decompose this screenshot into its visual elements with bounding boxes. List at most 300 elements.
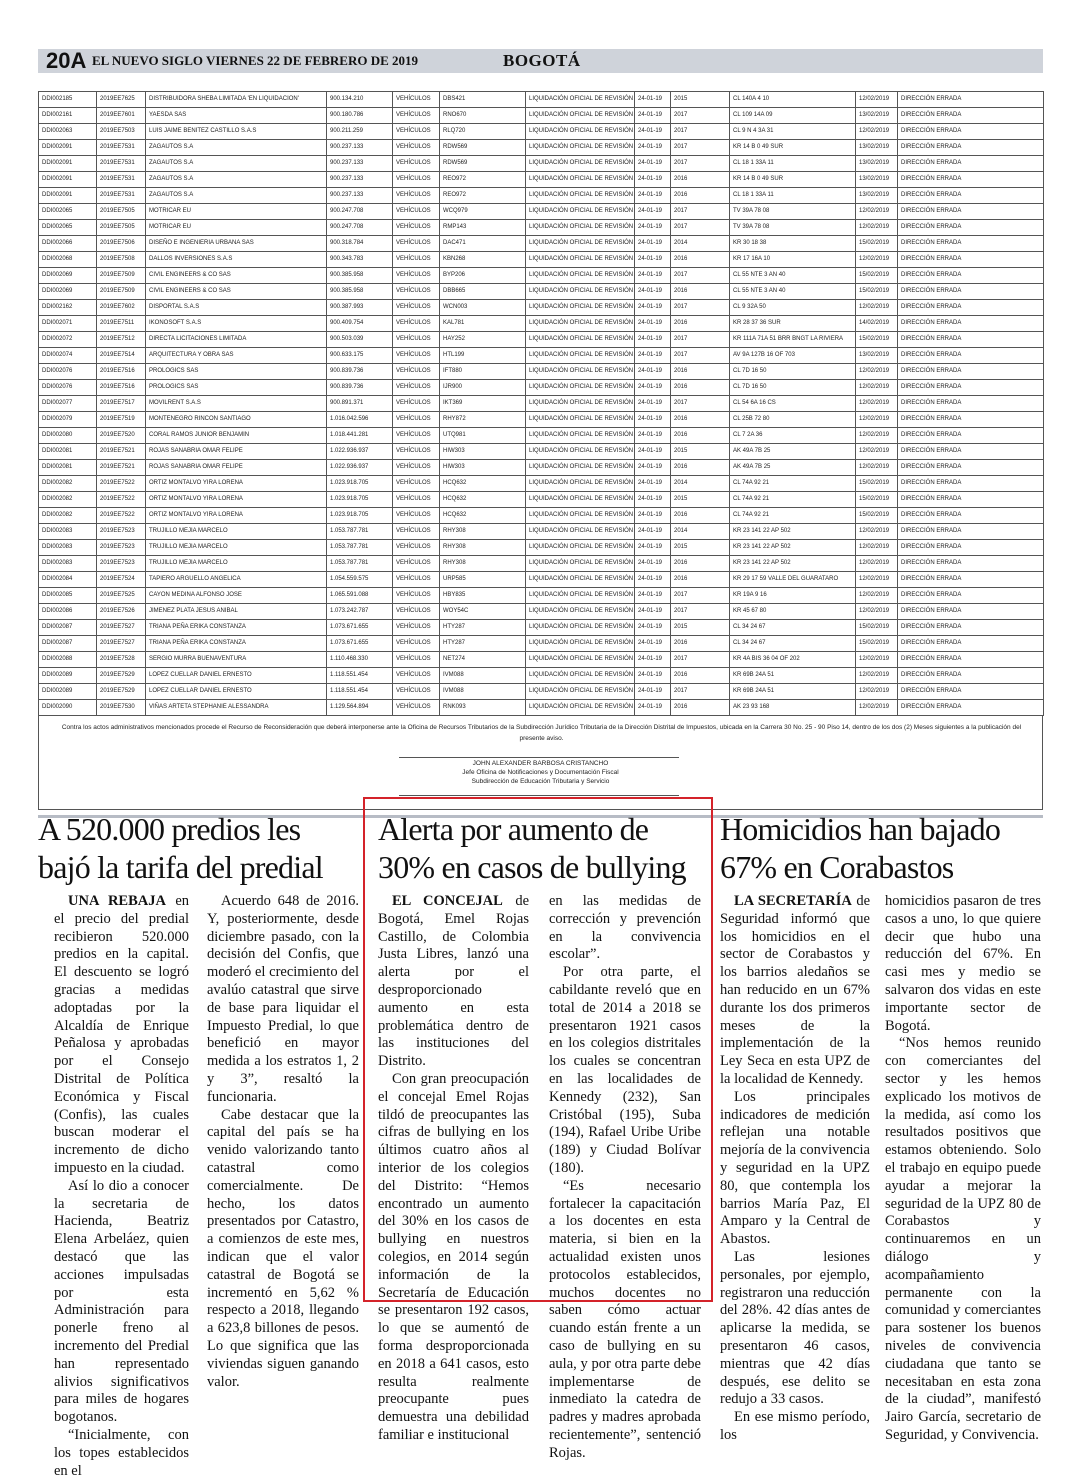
table-cell: DIRECCIÓN ERRADA: [898, 220, 1044, 236]
table-cell: CL 7D 16 50: [730, 380, 856, 396]
table-cell: DIRECCIÓN ERRADA: [898, 668, 1044, 684]
table-cell: VEHÍCULOS: [393, 252, 440, 268]
article-paragraph: de Seguridad informó que los homicidios en el sector de Corabastos y los barrios aledaños se han reducido en un 67% durante los dos primeros meses de la implementación de la Ley Seca en esta UPZ de la localidad de Kennedy.: [720, 893, 870, 1087]
table-cell: DDI002074: [39, 348, 97, 364]
table-cell: 1.073.671.655: [327, 636, 393, 652]
table-cell: DDI002185: [39, 92, 97, 108]
table-cell: 15/02/2019: [856, 636, 898, 652]
table-cell: 12/02/2019: [856, 124, 898, 140]
table-cell: 24-01-19: [635, 300, 671, 316]
table-cell: DDI002081: [39, 444, 97, 460]
table-row: [39, 492, 1044, 508]
appeal-notice: Contra los actos administrativos mencionados procede el Recurso de Reconsideración que deberá interponerse ante la Oficina de Recursos Tributarios de la Subdirección Jurídico Tributaria de la Dirección Distrital de Impuestos, ubicada en la Carrera 30 No. 25 - 90 Piso 14, dentro de los dos (2) Meses siguientes a la publicación del presente aviso.: [61, 724, 1022, 742]
table-row: [39, 124, 1044, 140]
table-cell: VEHÍCULOS: [393, 444, 440, 460]
table-cell: 12/02/2019: [856, 668, 898, 684]
table-cell: DIRECCIÓN ERRADA: [898, 188, 1044, 204]
table-cell: LIQUIDACIÓN OFICIAL DE REVISIÓN: [526, 476, 635, 492]
table-cell: 24-01-19: [635, 652, 671, 668]
table-cell: ZAGAUTOS S.A: [146, 188, 327, 204]
table-cell: 2019EE7503: [97, 124, 146, 140]
table-cell: TRUJILLO MEJIA MARCELO: [146, 556, 327, 572]
table-cell: 2019EE7505: [97, 204, 146, 220]
table-cell: DDI002089: [39, 668, 97, 684]
table-cell: 24-01-19: [635, 668, 671, 684]
table-cell: 15/02/2019: [856, 268, 898, 284]
table-cell: LIQUIDACIÓN OFICIAL DE REVISIÓN: [526, 572, 635, 588]
table-cell: 24-01-19: [635, 156, 671, 172]
article-headline: Homicidios han bajado 67% en Corabastos: [720, 811, 1001, 885]
table-cell: VEHÍCULOS: [393, 316, 440, 332]
table-cell: DIRECCIÓN ERRADA: [898, 332, 1044, 348]
table-cell: DIRECCIÓN ERRADA: [898, 700, 1044, 716]
table-cell: DDI002083: [39, 524, 97, 540]
table-cell: 2019EE7522: [97, 476, 146, 492]
table-cell: DDI002066: [39, 236, 97, 252]
article-paragraph: Las lesiones personales, por ejemplo, registraron una reducción del 28%. 42 días antes de aplicarse la medida, se presentaron 46 casos, mientras que 42 días después, ese delito se redujo a 33 casos.: [720, 1248, 870, 1408]
table-cell: LIQUIDACIÓN OFICIAL DE REVISIÓN: [526, 460, 635, 476]
article-headline: Alerta por aumento de 30% en casos de bullying: [378, 811, 686, 885]
table-cell: HCQ632: [440, 476, 526, 492]
table-cell: 900.318.784: [327, 236, 393, 252]
table-cell: 2015: [671, 492, 730, 508]
table-cell: 24-01-19: [635, 620, 671, 636]
table-row: [39, 108, 1044, 124]
table-cell: UTQ981: [440, 428, 526, 444]
table-cell: DIRECCIÓN ERRADA: [898, 316, 1044, 332]
table-cell: 2019EE7531: [97, 140, 146, 156]
table-cell: ROJAS SANABRIA OMAR FELIPE: [146, 444, 327, 460]
table-cell: 24-01-19: [635, 380, 671, 396]
table-row: [39, 412, 1044, 428]
table-row: [39, 92, 1044, 108]
table-cell: 13/02/2019: [856, 188, 898, 204]
table-cell: 2014: [671, 236, 730, 252]
table-cell: AK 49A 7B 25: [730, 444, 856, 460]
table-cell: 13/02/2019: [856, 140, 898, 156]
table-cell: 2017: [671, 124, 730, 140]
table-cell: DDI002162: [39, 300, 97, 316]
table-cell: 1.023.918.705: [327, 476, 393, 492]
table-cell: 12/02/2019: [856, 220, 898, 236]
table-cell: VEHÍCULOS: [393, 540, 440, 556]
table-cell: DIRECCIÓN ERRADA: [898, 204, 1044, 220]
table-cell: DDI002077: [39, 396, 97, 412]
table-cell: 24-01-19: [635, 524, 671, 540]
table-cell: RHY872: [440, 412, 526, 428]
table-cell: 24-01-19: [635, 444, 671, 460]
table-cell: 1.129.564.894: [327, 700, 393, 716]
table-cell: VEHÍCULOS: [393, 492, 440, 508]
table-row: [39, 652, 1044, 668]
table-cell: CIVIL ENGINEERS & CO SAS: [146, 268, 327, 284]
table-cell: DDI002082: [39, 492, 97, 508]
table-cell: 15/02/2019: [856, 620, 898, 636]
table-cell: DDI002081: [39, 460, 97, 476]
table-cell: KR 17 16A 10: [730, 252, 856, 268]
table-cell: VEHÍCULOS: [393, 636, 440, 652]
table-row: [39, 540, 1044, 556]
table-cell: AV 9A 127B 16 OF 703: [730, 348, 856, 364]
table-cell: DIRECCIÓN ERRADA: [898, 172, 1044, 188]
table-cell: 2019EE7509: [97, 268, 146, 284]
table-cell: 2019EE7514: [97, 348, 146, 364]
table-cell: 2019EE7625: [97, 92, 146, 108]
table-cell: 24-01-19: [635, 284, 671, 300]
table-cell: RHY308: [440, 524, 526, 540]
table-cell: 900.385.958: [327, 284, 393, 300]
table-cell: VEHÍCULOS: [393, 284, 440, 300]
table-cell: VEHÍCULOS: [393, 172, 440, 188]
table-cell: LIQUIDACIÓN OFICIAL DE REVISIÓN: [526, 172, 635, 188]
table-cell: 2015: [671, 620, 730, 636]
table-cell: 24-01-19: [635, 172, 671, 188]
table-row: [39, 620, 1044, 636]
table-row: [39, 460, 1044, 476]
table-cell: IKONOSOFT S.A.S: [146, 316, 327, 332]
table-cell: KR 30 18 38: [730, 236, 856, 252]
table-cell: LIQUIDACIÓN OFICIAL DE REVISIÓN: [526, 140, 635, 156]
table-cell: HCQ632: [440, 492, 526, 508]
table-cell: TV 39A 78 08: [730, 220, 856, 236]
table-cell: 2016: [671, 316, 730, 332]
table-cell: TRUJILLO MEJIA MARCELO: [146, 540, 327, 556]
table-cell: DIRECCIÓN ERRADA: [898, 300, 1044, 316]
table-cell: VEHÍCULOS: [393, 156, 440, 172]
article-paragraph: En ese mismo período, los: [720, 1409, 870, 1443]
table-cell: 24-01-19: [635, 684, 671, 700]
table-cell: CL 7D 16 50: [730, 364, 856, 380]
table-cell: VEHÍCULOS: [393, 380, 440, 396]
table-cell: LIQUIDACIÓN OFICIAL DE REVISIÓN: [526, 220, 635, 236]
table-cell: DISTRIBUIDORA SHEBA LIMITADA 'EN LIQUIDACION': [146, 92, 327, 108]
table-cell: VEHÍCULOS: [393, 684, 440, 700]
table-cell: DDI002068: [39, 252, 97, 268]
table-row: [39, 444, 1044, 460]
table-cell: ORTIZ MONTALVO YIRA LORENA: [146, 492, 327, 508]
table-cell: MOTRICAR EU: [146, 220, 327, 236]
table-row: [39, 252, 1044, 268]
table-cell: 2019EE7521: [97, 460, 146, 476]
article-paragraph: “Nos hemos reunido con comerciantes del sector y les hemos explicado los motivos de la medida, así como los resultados positivos que estamos obteniendo. Solo el trabajo en equipo puede ayudar a mejorar la seguridad de la UPZ 80 de Corabastos y continuaremos en un diálogo y acompañamiento permanente con la comunidad y comerciantes para sostener los buenos niveles de convivencia ciudadana que tanto se necesitaban en esta zona de la ciudad”, manifestó Jairo García, secretario de Seguridad, y Convivencia.: [885, 1035, 1041, 1443]
table-row: [39, 188, 1044, 204]
table-cell: 900.839.736: [327, 380, 393, 396]
table-cell: DISEÑO E INGENIERIA URBANA SAS: [146, 236, 327, 252]
table-cell: VEHÍCULOS: [393, 604, 440, 620]
table-cell: DIRECCIÓN ERRADA: [898, 556, 1044, 572]
table-cell: VEHÍCULOS: [393, 556, 440, 572]
table-cell: 900.180.786: [327, 108, 393, 124]
table-cell: 2017: [671, 300, 730, 316]
table-cell: DIRECCIÓN ERRADA: [898, 380, 1044, 396]
table-cell: 1.022.936.937: [327, 444, 393, 460]
table-cell: LIQUIDACIÓN OFICIAL DE REVISIÓN: [526, 348, 635, 364]
table-cell: DDI002091: [39, 156, 97, 172]
table-cell: DIRECCIÓN ERRADA: [898, 124, 1044, 140]
table-cell: 2019EE7519: [97, 412, 146, 428]
table-cell: DIRECCIÓN ERRADA: [898, 572, 1044, 588]
table-cell: 1.053.787.781: [327, 540, 393, 556]
table-cell: LIQUIDACIÓN OFICIAL DE REVISIÓN: [526, 236, 635, 252]
table-cell: DDI002065: [39, 204, 97, 220]
table-row: [39, 268, 1044, 284]
table-cell: TRUJILLO MEJIA MARCELO: [146, 524, 327, 540]
table-cell: DIRECCIÓN ERRADA: [898, 476, 1044, 492]
table-cell: CL 74A 92 21: [730, 508, 856, 524]
table-cell: KR 14 B 0 49 SUR: [730, 172, 856, 188]
table-cell: LIQUIDACIÓN OFICIAL DE REVISIÓN: [526, 524, 635, 540]
table-cell: ARQUITECTURA Y OBRA SAS: [146, 348, 327, 364]
table-cell: CL 74A 92 21: [730, 492, 856, 508]
table-cell: DDI002076: [39, 380, 97, 396]
table-cell: KR 29 17 59 VALLE DEL GUARATARO: [730, 572, 856, 588]
table-cell: 2017: [671, 396, 730, 412]
table-cell: VEHÍCULOS: [393, 396, 440, 412]
table-cell: 15/02/2019: [856, 476, 898, 492]
page-header: [38, 49, 1043, 73]
table-cell: KR 4A BIS 36 04 OF 202: [730, 652, 856, 668]
table-cell: 24-01-19: [635, 188, 671, 204]
table-cell: DDI002090: [39, 700, 97, 716]
table-cell: 2019EE7523: [97, 540, 146, 556]
table-cell: DIRECCIÓN ERRADA: [898, 620, 1044, 636]
table-cell: VEHÍCULOS: [393, 476, 440, 492]
table-cell: WCN003: [440, 300, 526, 316]
table-cell: VEHÍCULOS: [393, 428, 440, 444]
table-cell: DIRECTA LICITACIONES LIMITADA: [146, 332, 327, 348]
table-cell: 1.023.918.705: [327, 492, 393, 508]
table-cell: 2019EE7521: [97, 444, 146, 460]
table-cell: KR 69B 24A 51: [730, 668, 856, 684]
article-lead: EL CONCEJAL: [392, 893, 503, 909]
table-cell: 2019EE7522: [97, 492, 146, 508]
table-cell: 12/02/2019: [856, 444, 898, 460]
table-cell: 12/02/2019: [856, 524, 898, 540]
table-cell: LIQUIDACIÓN OFICIAL DE REVISIÓN: [526, 268, 635, 284]
table-cell: 13/02/2019: [856, 172, 898, 188]
table-cell: 2019EE7517: [97, 396, 146, 412]
table-cell: LIQUIDACIÓN OFICIAL DE REVISIÓN: [526, 604, 635, 620]
table-cell: ROJAS SANABRIA OMAR FELIPE: [146, 460, 327, 476]
table-cell: VEHÍCULOS: [393, 300, 440, 316]
table-cell: CL 74A 92 21: [730, 476, 856, 492]
table-cell: 12/02/2019: [856, 684, 898, 700]
table-row: [39, 156, 1044, 172]
table-row: [39, 636, 1044, 652]
table-cell: 2017: [671, 108, 730, 124]
table-cell: LIQUIDACIÓN OFICIAL DE REVISIÓN: [526, 364, 635, 380]
table-cell: 2016: [671, 284, 730, 300]
table-cell: CL 25B 72 80: [730, 412, 856, 428]
table-cell: VEHÍCULOS: [393, 348, 440, 364]
table-cell: 2016: [671, 188, 730, 204]
table-cell: KR 111A 71A 51 BRR BNGT LA RIVIERA: [730, 332, 856, 348]
table-cell: DIRECCIÓN ERRADA: [898, 284, 1044, 300]
table-cell: 2019EE7525: [97, 588, 146, 604]
table-cell: 2019EE7520: [97, 428, 146, 444]
table-cell: RHY308: [440, 540, 526, 556]
table-cell: VEHÍCULOS: [393, 108, 440, 124]
table-cell: LIQUIDACIÓN OFICIAL DE REVISIÓN: [526, 636, 635, 652]
newspaper-name: EL NUEVO SIGLO: [92, 53, 203, 68]
table-cell: RMP143: [440, 220, 526, 236]
table-cell: 2017: [671, 652, 730, 668]
table-cell: 900.633.175: [327, 348, 393, 364]
table-cell: 15/02/2019: [856, 284, 898, 300]
table-cell: 2017: [671, 684, 730, 700]
table-cell: 2017: [671, 220, 730, 236]
table-cell: HCQ632: [440, 508, 526, 524]
table-cell: 14/02/2019: [856, 316, 898, 332]
table-cell: DIRECCIÓN ERRADA: [898, 396, 1044, 412]
table-cell: 2016: [671, 172, 730, 188]
table-row: [39, 524, 1044, 540]
table-cell: 2019EE7531: [97, 156, 146, 172]
table-cell: 12/02/2019: [856, 460, 898, 476]
table-cell: RHY308: [440, 556, 526, 572]
table-cell: 24-01-19: [635, 332, 671, 348]
article-paragraph: en las medidas de corrección y prevención en la convivencia escolar”.: [549, 893, 701, 963]
table-cell: 2019EE7601: [97, 108, 146, 124]
table-cell: DIRECCIÓN ERRADA: [898, 524, 1044, 540]
table-cell: DDI002082: [39, 476, 97, 492]
table-cell: 24-01-19: [635, 604, 671, 620]
table-cell: 24-01-19: [635, 108, 671, 124]
table-cell: 2017: [671, 604, 730, 620]
table-row: [39, 428, 1044, 444]
table-cell: LIQUIDACIÓN OFICIAL DE REVISIÓN: [526, 156, 635, 172]
table-cell: 2016: [671, 364, 730, 380]
table-cell: RNO670: [440, 108, 526, 124]
table-cell: WCQ979: [440, 204, 526, 220]
table-cell: 12/02/2019: [856, 588, 898, 604]
table-cell: 2016: [671, 636, 730, 652]
table-cell: 2019EE7524: [97, 572, 146, 588]
article-headline: A 520.000 predios les bajó la tarifa del predial: [38, 811, 323, 885]
table-cell: KR 69B 24A 51: [730, 684, 856, 700]
table-cell: DAC471: [440, 236, 526, 252]
table-cell: 2019EE7509: [97, 284, 146, 300]
table-cell: DDI002083: [39, 556, 97, 572]
table-cell: IVM088: [440, 668, 526, 684]
table-cell: DDI002076: [39, 364, 97, 380]
table-cell: 24-01-19: [635, 508, 671, 524]
table-row: [39, 700, 1044, 716]
table-cell: DIRECCIÓN ERRADA: [898, 604, 1044, 620]
table-cell: CL 7 2A 36: [730, 428, 856, 444]
table-cell: MOTRICAR EU: [146, 204, 327, 220]
table-cell: TAPIERO ARGUELLO ANGELICA: [146, 572, 327, 588]
table-cell: 2016: [671, 508, 730, 524]
table-cell: DDI002083: [39, 540, 97, 556]
table-row: [39, 380, 1044, 396]
table-cell: 24-01-19: [635, 428, 671, 444]
table-cell: 900.237.133: [327, 172, 393, 188]
table-cell: LIQUIDACIÓN OFICIAL DE REVISIÓN: [526, 620, 635, 636]
table-cell: 2015: [671, 92, 730, 108]
table-row: [39, 572, 1044, 588]
table-cell: KBN268: [440, 252, 526, 268]
article-column: [54, 893, 189, 1480]
table-cell: 1.065.591.088: [327, 588, 393, 604]
table-cell: WOY54C: [440, 604, 526, 620]
table-cell: DIRECCIÓN ERRADA: [898, 508, 1044, 524]
table-cell: KAL781: [440, 316, 526, 332]
table-cell: LIQUIDACIÓN OFICIAL DE REVISIÓN: [526, 332, 635, 348]
table-cell: VEHÍCULOS: [393, 124, 440, 140]
table-cell: 2017: [671, 588, 730, 604]
table-cell: HIW303: [440, 444, 526, 460]
table-cell: 2017: [671, 204, 730, 220]
page-number: 20A: [46, 48, 87, 73]
table-cell: LIQUIDACIÓN OFICIAL DE REVISIÓN: [526, 684, 635, 700]
table-cell: 2015: [671, 444, 730, 460]
table-cell: 2019EE7528: [97, 652, 146, 668]
article-paragraph: Así lo dio a conocer la secretaria de Hacienda, Beatriz Elena Arbeláez, quien destacó que las acciones impulsadas por esta Administración para ponerle freno al incremento del Predial han representado alivios significativos para miles de hogares bogotanos.: [54, 1177, 189, 1426]
table-cell: 2014: [671, 476, 730, 492]
table-cell: HIW303: [440, 460, 526, 476]
table-row: [39, 556, 1044, 572]
table-cell: 24-01-19: [635, 268, 671, 284]
table-cell: 24-01-19: [635, 220, 671, 236]
table-cell: 2019EE7523: [97, 556, 146, 572]
table-cell: 2015: [671, 540, 730, 556]
table-cell: 2016: [671, 380, 730, 396]
table-cell: 2016: [671, 700, 730, 716]
table-cell: AK 23 93 168: [730, 700, 856, 716]
table-cell: VEHÍCULOS: [393, 588, 440, 604]
article-paragraph: Acuerdo 648 de 2016. Y, posteriormente, desde diciembre pasado, con la decisión del Confis, que moderó el crecimiento del avalúo catastral que sirve de base para liquidar el Impuesto Predial, lo que benefició en mayor medida a los estratos 1, 2 y 3”, resaltó la funcionaria.: [207, 893, 359, 1105]
table-cell: 13/02/2019: [856, 156, 898, 172]
table-cell: REO972: [440, 188, 526, 204]
article-column: [885, 893, 1041, 1445]
table-row: [39, 604, 1044, 620]
table-cell: 12/02/2019: [856, 380, 898, 396]
table-cell: 15/02/2019: [856, 332, 898, 348]
table-cell: TV 39A 78 08: [730, 204, 856, 220]
table-cell: 12/02/2019: [856, 428, 898, 444]
signer-role: Jefe Oficina de Notificaciones y Documentación Fiscal: [462, 769, 619, 776]
notice-footer: [38, 715, 1043, 810]
article-lead: LA SECRETARÍA: [734, 893, 852, 909]
table-cell: 24-01-19: [635, 636, 671, 652]
table-cell: DDI002063: [39, 124, 97, 140]
table-cell: DIRECCIÓN ERRADA: [898, 412, 1044, 428]
table-cell: 1.054.559.575: [327, 572, 393, 588]
table-cell: DDI002086: [39, 604, 97, 620]
table-cell: 2019EE7516: [97, 364, 146, 380]
table-cell: 13/02/2019: [856, 108, 898, 124]
table-cell: MOVILRENT S.A.S: [146, 396, 327, 412]
table-row: [39, 140, 1044, 156]
table-cell: LIQUIDACIÓN OFICIAL DE REVISIÓN: [526, 668, 635, 684]
table-cell: 12/02/2019: [856, 572, 898, 588]
table-row: [39, 348, 1044, 364]
table-cell: 24-01-19: [635, 700, 671, 716]
table-cell: 2016: [671, 460, 730, 476]
table-cell: LIQUIDACIÓN OFICIAL DE REVISIÓN: [526, 492, 635, 508]
table-cell: LIQUIDACIÓN OFICIAL DE REVISIÓN: [526, 652, 635, 668]
table-cell: 1.023.918.705: [327, 508, 393, 524]
table-cell: HTY287: [440, 636, 526, 652]
table-cell: 12/02/2019: [856, 652, 898, 668]
table-cell: DDI002080: [39, 428, 97, 444]
table-cell: 24-01-19: [635, 252, 671, 268]
table-cell: 900.247.708: [327, 220, 393, 236]
table-cell: KR 23 141 22 AP 502: [730, 556, 856, 572]
table-cell: 24-01-19: [635, 204, 671, 220]
table-cell: 2016: [671, 412, 730, 428]
